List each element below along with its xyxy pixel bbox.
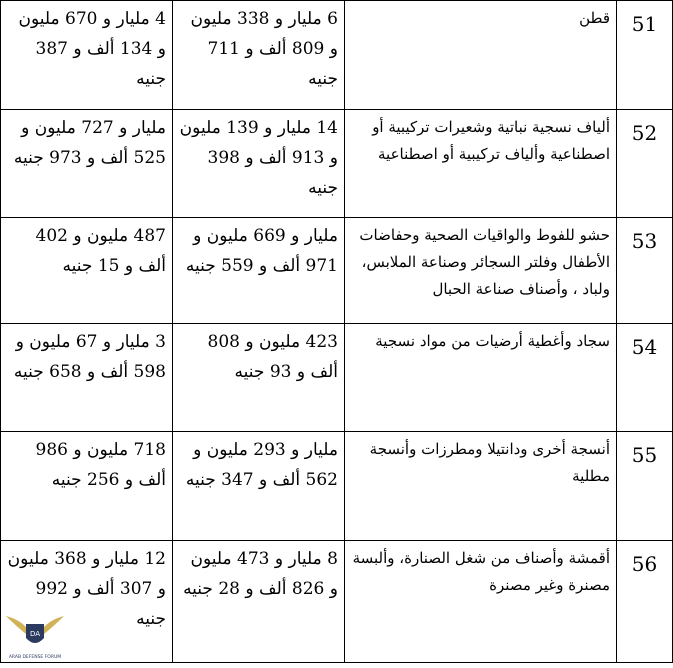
value-cell-1: 6 مليار و 338 مليون و 809 ألف و 711 جنيه [172,1,344,109]
row-number: 56 [616,541,673,662]
value-cell-2: 487 مليون و 402 ألف و 15 جنيه [0,218,172,323]
row-description: حشو للفوط والواقيات الصحية وحفاضات الأطفال وفلتر السجائر وصناعة الملابس، ولباد ، وأصناف صناعة الحبال [344,218,616,323]
row-number: 55 [616,432,673,540]
table-row [0,432,673,541]
value-cell-2: 718 مليون و 986 ألف و 256 جنيه [0,432,172,540]
value-cell-2: مليار و 727 مليون و 525 ألف و 973 جنيه [0,110,172,217]
row-description: قطن [344,1,616,109]
value-cell-1: مليار و 293 مليون و 562 ألف و 347 جنيه [172,432,344,540]
value-cell-2: 12 مليار و 368 مليون و 307 ألف و 992 جنيه [0,541,172,662]
svg-text:ARAB DEFENSE FORUM: ARAB DEFENSE FORUM [8,655,62,660]
value-cell-1: 14 مليار و 139 مليون و 913 ألف و 398 جنيه [172,110,344,217]
value-cell-2: 3 مليار و 67 مليون و 598 ألف و 658 جنيه [0,324,172,431]
table-row [0,541,673,663]
value-cell-1: مليار و 669 مليون و 971 ألف و 559 جنيه [172,218,344,323]
eagle-shield-icon [2,598,68,664]
table-row [0,324,673,432]
row-description: أنسجة أخرى ودانتيلا ومطرزات وأنسجة مطلية [344,432,616,540]
row-description: سجاد وأغطية أرضيات من مواد نسجية [344,324,616,431]
table-row [0,0,673,110]
row-number: 53 [616,218,673,323]
value-cell-2: 4 مليار و 670 مليون و 134 ألف و 387 جنيه [0,1,172,109]
table-row [0,218,673,324]
table-row [0,110,673,218]
value-cell-1: 8 مليار و 473 مليون و 826 ألف و 28 جنيه [172,541,344,662]
row-description: أقمشة وأصناف من شغل الصنارة، وألبسة مصنرة وغير مصنرة [344,541,616,662]
row-number: 52 [616,110,673,217]
row-number: 51 [616,1,673,109]
svg-text:DA: DA [29,630,41,638]
row-number: 54 [616,324,673,431]
forum-logo-watermark [2,598,68,664]
value-cell-1: 423 مليون و 808 ألف و 93 جنيه [172,324,344,431]
row-description: ألياف نسجية نباتية وشعيرات تركيبية أو اصطناعية وألياف تركيبية أو اصطناعية [344,110,616,217]
